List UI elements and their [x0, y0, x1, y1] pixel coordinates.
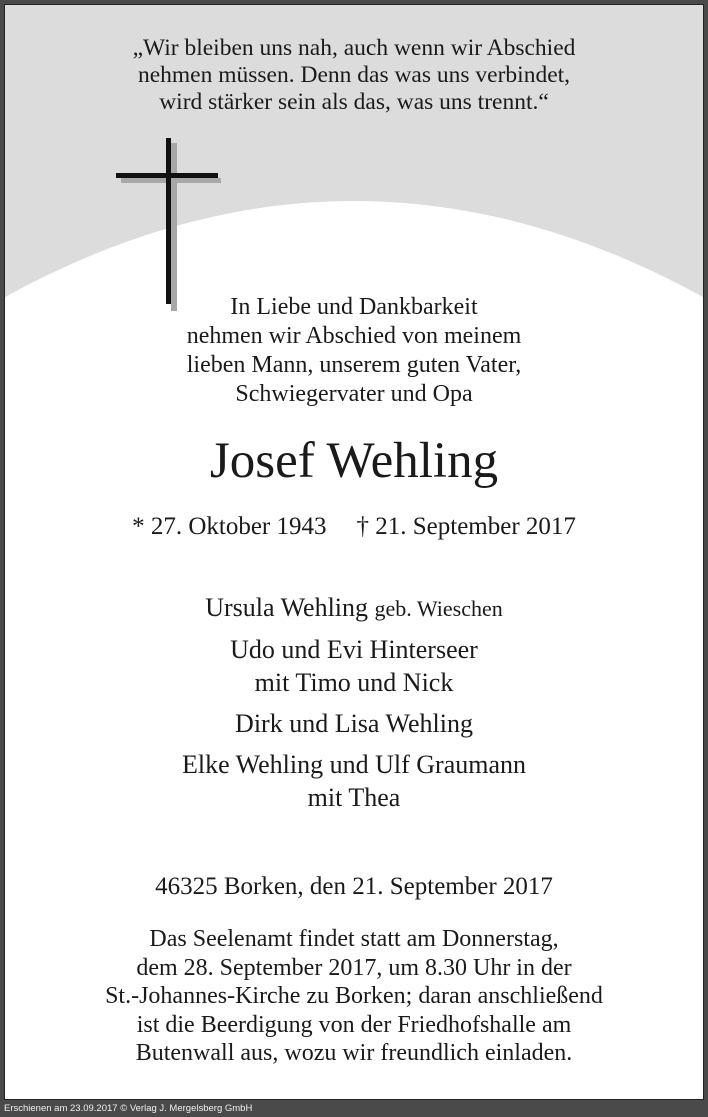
service-info: [5, 925, 703, 1068]
service-line: ist die Beerdigung von der Friedhofshalle am: [136, 1011, 572, 1038]
deceased-name: Josef Wehling: [209, 433, 499, 489]
service-line: Butenwall aus, wozu wir freundlich einladen.: [135, 1040, 573, 1066]
mourner-line: mit Thea: [307, 783, 401, 812]
mourner-line: Dirk und Lisa Wehling: [235, 709, 473, 738]
quote: [5, 35, 703, 116]
death-date: † 21. September 2017: [356, 513, 576, 540]
quote-line: „Wir bleiben uns nah, auch wenn wir Abschied: [132, 35, 576, 61]
mourner-line: Udo und Evi Hinterseer: [230, 635, 478, 664]
service-line: dem 28. September 2017, um 8.30 Uhr in der: [136, 954, 572, 981]
spouse-name: Ursula Wehling: [205, 593, 369, 622]
mourner-entry: [5, 748, 703, 814]
place-date: 46325 Borken, den 21. September 2017: [155, 873, 553, 900]
mourner-entry: [5, 707, 703, 740]
intro-line: lieben Mann, unserem guten Vater,: [186, 352, 522, 378]
life-dates: [5, 511, 703, 543]
mourner-line: Elke Wehling und Ulf Graumann: [181, 750, 527, 779]
quote-line: nehmen müssen. Denn das was uns verbindet,: [137, 62, 571, 88]
birth-date: * 27. Oktober 1943: [132, 513, 327, 540]
service-line: Das Seelenamt findet statt am Donnerstag,: [149, 926, 559, 952]
intro-text: [5, 293, 703, 409]
intro-line: In Liebe und Dankbarkeit: [230, 294, 478, 320]
mourner-entry: [5, 591, 703, 625]
publication-footer: Erschienen am 23.09.2017 © Verlag J. Mergelsberg GmbH: [0, 1101, 708, 1117]
notice-frame: [4, 4, 704, 1100]
intro-line: Schwiegervater und Opa: [235, 381, 473, 407]
cross-icon: [113, 135, 231, 315]
mourner-line: mit Timo und Nick: [254, 668, 454, 697]
mourners-list: [5, 591, 703, 822]
spouse-note: geb. Wieschen: [374, 596, 503, 621]
intro-line: nehmen wir Abschied von meinem: [186, 323, 522, 349]
quote-line: wird stärker sein als das, was uns trennt.“: [159, 89, 549, 115]
mourner-entry: [5, 633, 703, 699]
service-line: St.-Johannes-Kirche zu Borken; daran anschließend: [105, 983, 603, 1009]
